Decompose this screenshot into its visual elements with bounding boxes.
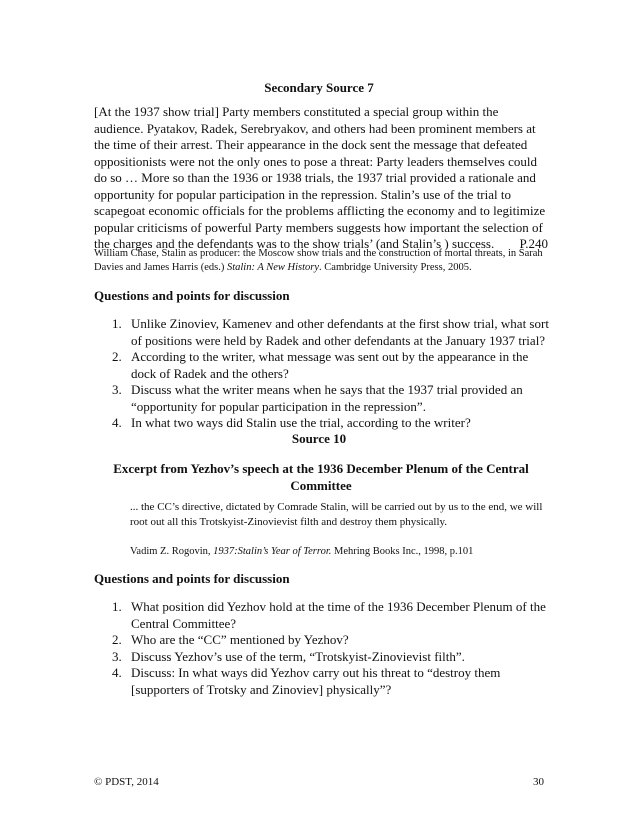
question-text: Discuss: In what ways did Yezhov carry out his threat to “destroy them [supporters of Trotsky and Zinoviev] physically”?: [131, 665, 501, 697]
source10-subheading: Excerpt from Yezhov’s speech at the 1936 December Plenum of the Central Committee: [113, 461, 529, 493]
questions1-title: Questions and points for discussion: [94, 288, 290, 303]
list-item: [94, 632, 554, 649]
list-item: [94, 665, 554, 698]
question-number: 2.: [112, 632, 122, 647]
source7-body: [94, 104, 548, 253]
source10-quote: ... the CC’s directive, dictated by Comrade Stalin, will be carried out by us to the end, we will root out all this Trotskyist-Zinovievist filth and destroy them physically.: [130, 501, 543, 528]
questions2-list: [94, 599, 554, 698]
source7-page-ref: P.240: [519, 236, 548, 251]
question-text: In what two ways did Stalin use the trial, according to the writer?: [131, 415, 471, 430]
source7-body-text: [At the 1937 show trial] Party members constituted a special group within the audience. Pyatakov, Radek, Serebryakov, and others had been prominent members at the time of their arrest. Their appearance in the dock sent the message that defeated oppositionists were not the only ones to pose a threat: Party leaders themselves could do so … More so than the 1936 or 1938 trials, the 1937 trial provided a rationale and opportunity for popular participation in the repression. Stalin’s use of the trial to scapegoat economic officials for the problems afflicting the economy and to legitimize popular criticisms of powerful Party members suggests how important the selection of the charges and the defendants was to the show trials’ (and Stalin’s ) success.: [94, 104, 546, 251]
question-text: Unlike Zinoviev, Kamenev and other defendants at the first show trial, what sort of positions were held by Radek and other defendants at the January 1937 trial?: [131, 316, 549, 348]
source10-citation-author: Vadim Z. Rogovin,: [130, 546, 214, 557]
list-item: [94, 382, 554, 415]
source7-citation-publisher: . Cambridge University Press, 2005.: [319, 262, 472, 273]
list-item: [94, 649, 554, 666]
question-number: 1.: [112, 599, 122, 614]
questions2-title: Questions and points for discussion: [94, 571, 290, 586]
list-item: [94, 349, 554, 382]
question-number: 4.: [112, 415, 122, 430]
question-text: What position did Yezhov hold at the time of the 1936 December Plenum of the Central Committee?: [131, 599, 546, 631]
list-item: [94, 599, 554, 632]
source7-heading: Secondary Source 7: [264, 80, 374, 95]
question-text: Discuss what the writer means when he says that the 1937 trial provided an “opportunity for popular participation in the repression”.: [131, 382, 523, 414]
question-number: 2.: [112, 349, 122, 364]
question-number: 4.: [112, 665, 122, 680]
footer-page-number: 30: [533, 776, 544, 788]
question-text: Discuss Yezhov’s use of the term, “Trotskyist-Zinovievist filth”.: [131, 648, 465, 664]
source10-heading: Source 10: [291, 431, 347, 446]
questions1-list: [94, 316, 554, 432]
footer-copyright: © PDST, 2014: [94, 776, 159, 788]
source7-citation-authors: William Chase, Stalin as producer: the Moscow show trials and the construction of mortal threats, in Sarah Davies and James Harris (eds.): [94, 248, 543, 273]
list-item: [94, 415, 554, 432]
source7-citation: [94, 247, 554, 275]
list-item: [94, 316, 554, 349]
question-text: Who are the “CC” mentioned by Yezhov?: [131, 632, 349, 647]
question-text: According to the writer, what message was sent out by the appearance in the dock of Radek and the others?: [131, 349, 529, 381]
source10-citation-title: 1937:Stalin’s Year of Terror.: [213, 546, 332, 557]
source7-citation-title: Stalin: A New History: [226, 262, 320, 273]
source10-citation-publisher: Mehring Books Inc., 1998, p.101: [331, 546, 474, 557]
source10-citation: [130, 545, 550, 559]
question-number: 3.: [112, 382, 122, 397]
question-number: 3.: [112, 648, 122, 664]
question-number: 1.: [112, 316, 122, 331]
